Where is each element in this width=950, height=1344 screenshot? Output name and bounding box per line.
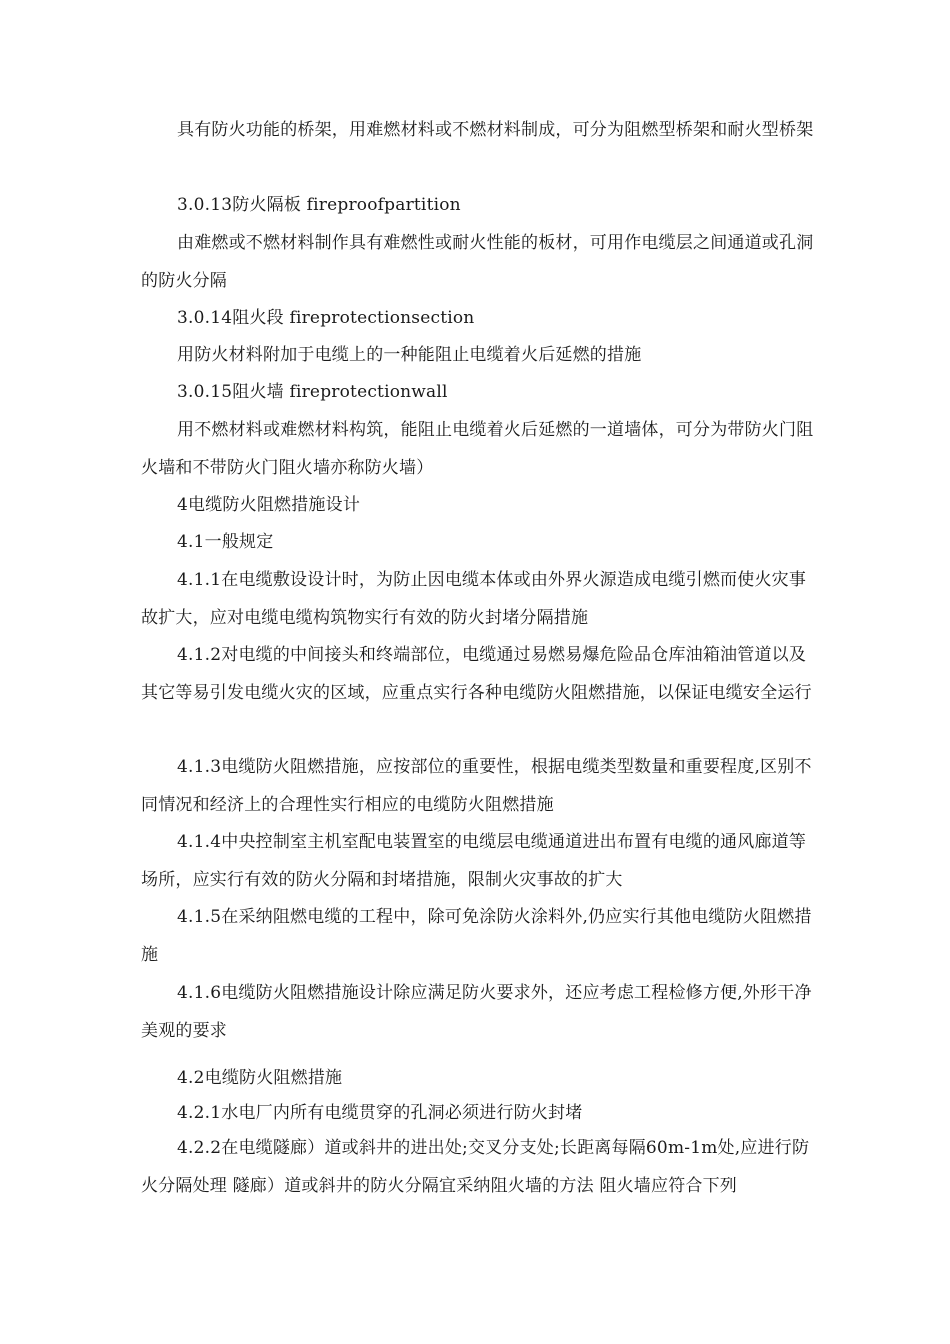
- heading-3-0-15: 3.0.15阻火墙 fireprotectionwall: [177, 382, 448, 402]
- clause-4-1-6: 4.1.6电缆防火阻燃措施设计除应满足防火要求外，还应考虑工程检修方便,外形干净美观的要求: [141, 983, 812, 1041]
- clause-4-2-2: 4.2.2在电缆隧廊）道或斜井的进出处;交叉分支处;长距离每隔60m-1m处,应进行防火分隔处理 隧廊）道或斜井的防火分隔宜采纳阻火墙的方法 阻火墙应符合下列: [141, 1138, 810, 1196]
- clause-4-1-3: 4.1.3电缆防火阻燃措施，应按部位的重要性，根据电缆类型数量和重要程度,区别不同情况和经济上的合理性实行相应的电缆防火阻燃措施: [141, 757, 812, 815]
- heading-3-0-13: 3.0.13防火隔板 fireproofpartition: [177, 195, 461, 215]
- clause-4-2-1: 4.2.1水电厂内所有电缆贯穿的孔洞必须进行防火封堵: [177, 1103, 583, 1123]
- clause-4-1-2: 4.1.2对电缆的中间接头和终端部位，电缆通过易燃易爆危险品仓库油箱油管道以及其它等易引发电缆火灾的区域，应重点实行各种电缆防火阻燃措施，以保证电缆安全运行: [141, 645, 812, 703]
- clause-4-1-5: 4.1.5在采纳阻燃电缆的工程中，除可免涂防火涂料外,仍应实行其他电缆防火阻燃措施: [141, 907, 812, 965]
- clause-4-1-1: 4.1.1在电缆敷设设计时，为防止因电缆本体或由外界火源造成电缆引燃而使火灾事故扩大，应对电缆电缆构筑物实行有效的防火封堵分隔措施: [141, 570, 807, 628]
- section-heading-4-1: 4.1一般规定: [177, 532, 274, 552]
- paragraph-fire-protection-section: 用防火材料附加于电缆上的一种能阻止电缆着火后延燃的措施: [177, 345, 642, 365]
- section-heading-4-2: 4.2电缆防火阻燃措施: [177, 1068, 343, 1088]
- heading-3-0-14: 3.0.14阻火段 fireprotectionsection: [177, 308, 475, 328]
- paragraph-fire-protection-wall: 用不燃材料或难燃材料构筑，能阻止电缆着火后延燃的一道墙体，可分为带防火门阻火墙和不带防火门阻火墙亦称防火墙）: [141, 420, 814, 478]
- paragraph-fireproof-partition: 由难燃或不燃材料制作具有难燃性或耐火性能的板材，可用作电缆层之间通道或孔洞的防火分隔: [141, 233, 814, 291]
- paragraph-bridge-definition: 具有防火功能的桥架，用难燃材料或不燃材料制成，可分为阻燃型桥架和耐火型桥架: [177, 120, 814, 140]
- section-heading-4: 4电缆防火阻燃措施设计: [177, 495, 361, 515]
- clause-4-1-4: 4.1.4中央控制室主机室配电装置室的电缆层电缆通道进出布置有电缆的通风廊道等场所，应实行有效的防火分隔和封堵措施，限制火灾事故的扩大: [141, 832, 807, 890]
